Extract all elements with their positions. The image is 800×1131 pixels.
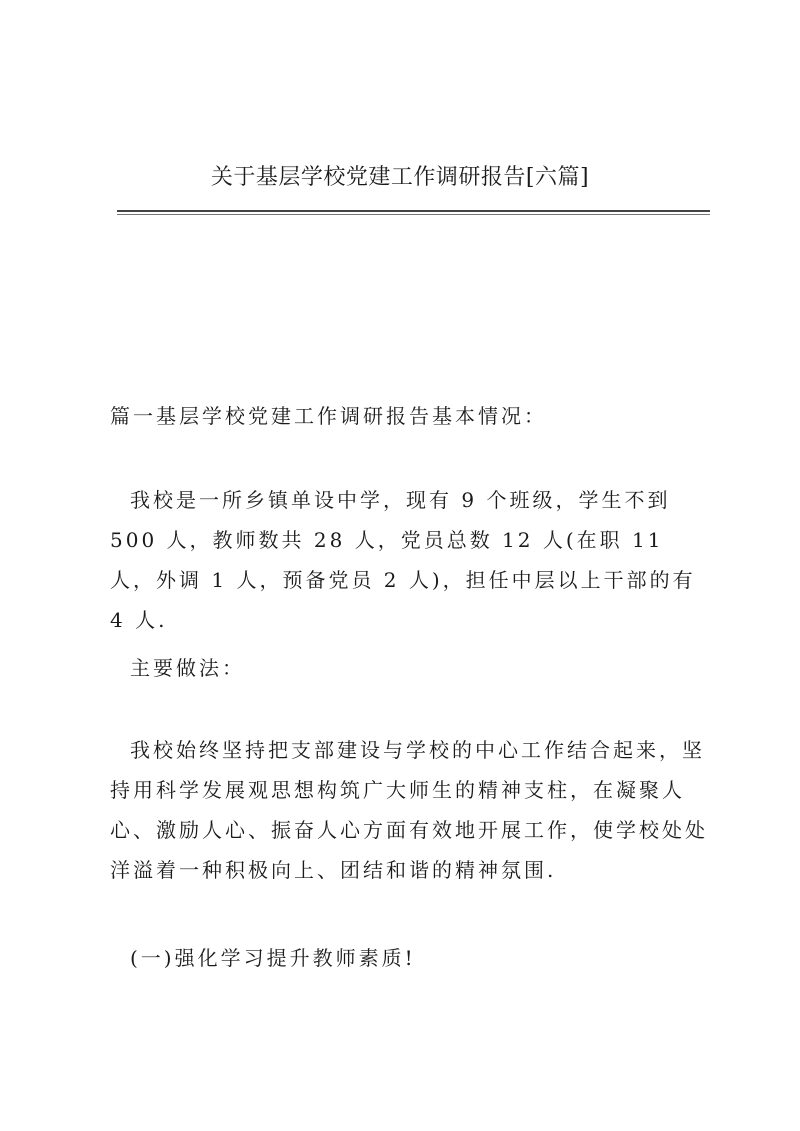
title-divider bbox=[117, 210, 710, 212]
title-divider-thin bbox=[117, 214, 710, 215]
methods-paragraph: 我校始终坚持把支部建设与学校的中心工作结合起来，坚持用科学发展观思想构筑广大师生的精神支柱，在凝聚人心、激励人心、振奋人心方面有效地开展工作，使学校处处洋溢着一种积极向上、团结和谐的精神氛围. bbox=[110, 738, 708, 882]
section-one-heading: (一)强化学习提升教师素质! bbox=[130, 946, 416, 970]
document-title: 关于基层学校党建工作调研报告[六篇] bbox=[210, 165, 590, 190]
section-heading: 篇一基层学校党建工作调研报告基本情况： bbox=[110, 404, 547, 428]
main-methods-label: 主要做法： bbox=[130, 656, 245, 680]
intro-paragraph: 我校是一所乡镇单设中学，现有 9 个班级，学生不到 500 人，教师数共 28 人，党员总数 12 人(在职 11 人，外调 1 人，预备党员 2 人)，担任中层以上干部的有 4 人. bbox=[110, 488, 696, 632]
